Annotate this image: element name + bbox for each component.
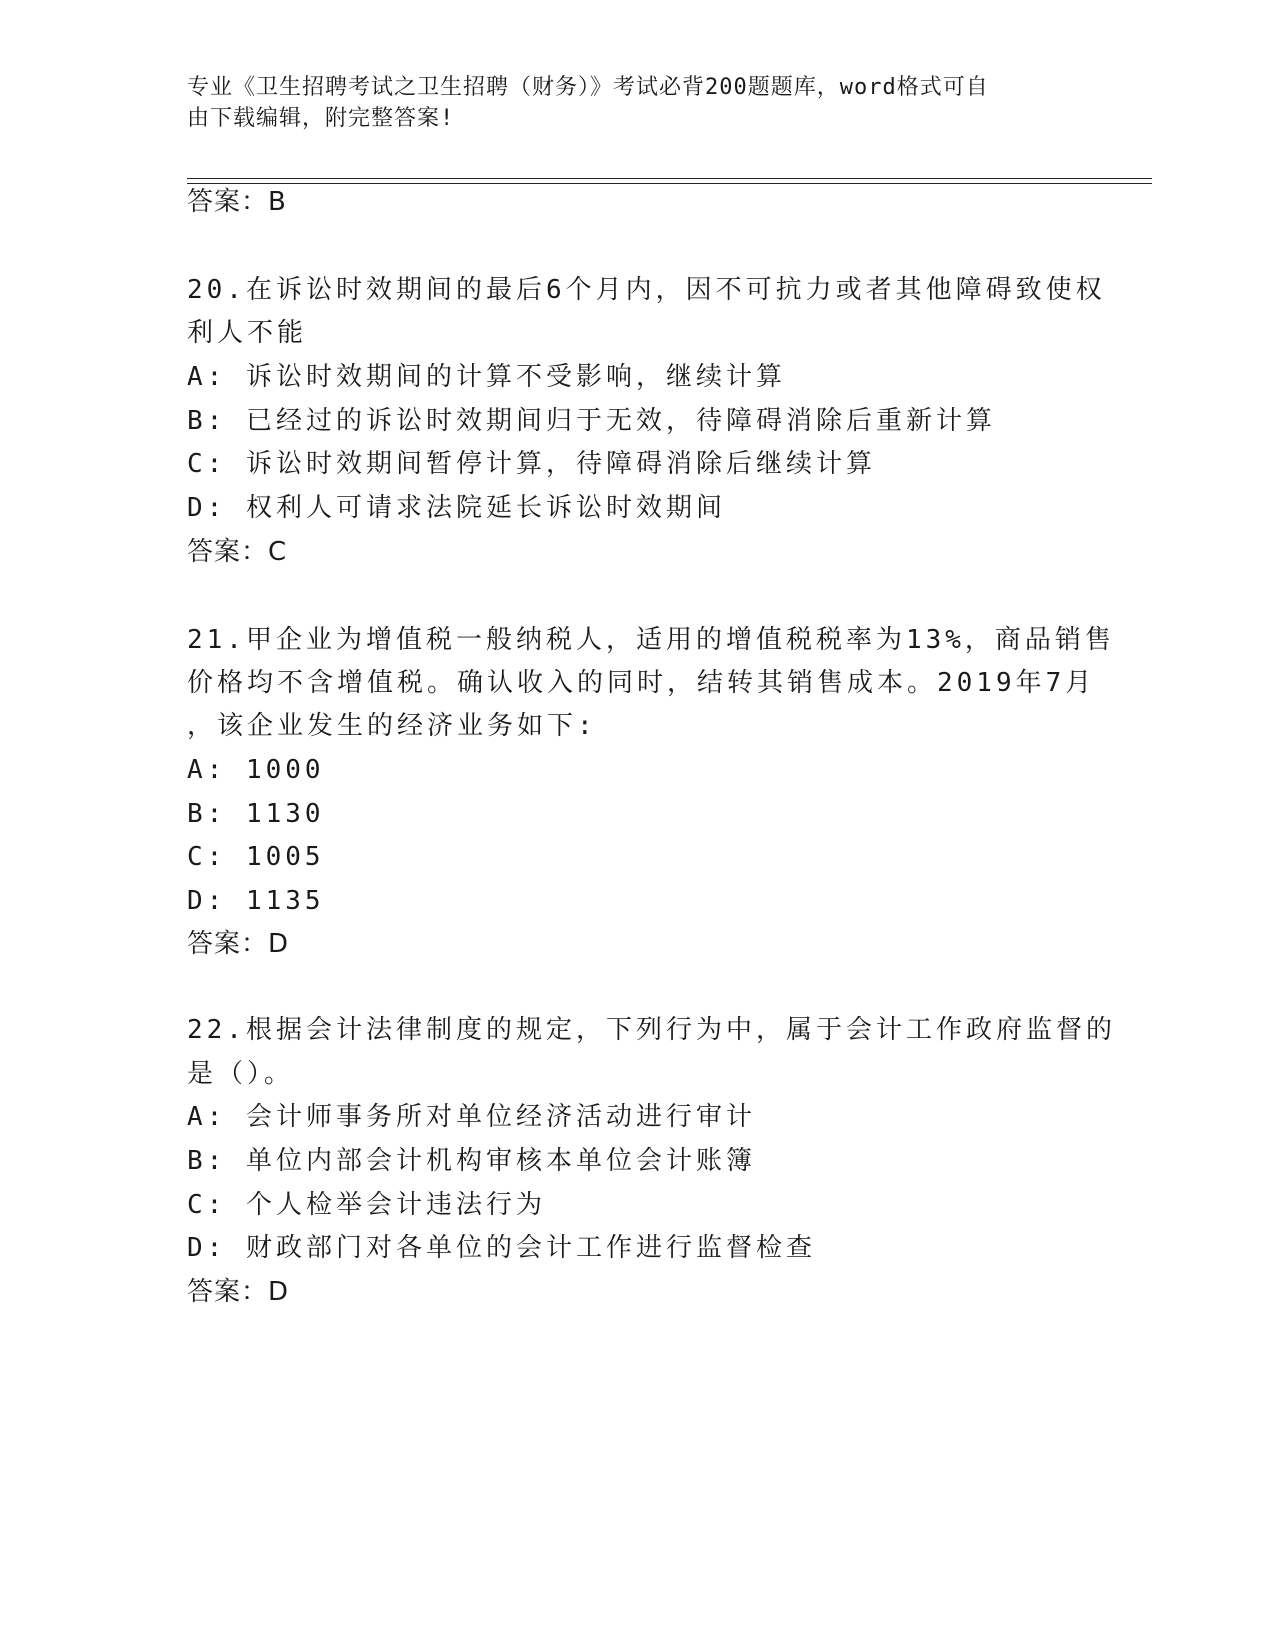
document-header [187, 72, 1067, 134]
question-21-stem-line-3: ，该企业发生的经济业务如下: [187, 711, 597, 741]
question-20-stem-line-1: 20.在诉讼时效期间的最后6个月内，因不可抗力或者其他障碍致使权 [187, 275, 1106, 305]
header-line-2: 由下载编辑，附完整答案! [187, 106, 455, 131]
question-22-stem-line-2: 是（）。 [187, 1059, 295, 1089]
question-22-option-b: B: 单位内部会计机构审核本单位会计账簿 [187, 1146, 756, 1176]
question-22-option-c: C: 个人检举会计违法行为 [187, 1190, 546, 1220]
question-21-option-b: B: 1130 [187, 799, 325, 829]
question-21-option-a: A: 1000 [187, 755, 325, 785]
question-20-option-a: A: 诉讼时效期间的计算不受影响，继续计算 [187, 362, 786, 392]
question-22-stem-line-1: 22.根据会计法律制度的规定，下列行为中，属于会计工作政府监督的 [187, 1015, 1116, 1045]
question-20-option-b: B: 已经过的诉讼时效期间归于无效，待障碍消除后重新计算 [187, 406, 996, 436]
question-22-option-d: D: 财政部门对各单位的会计工作进行监督检查 [187, 1233, 816, 1263]
question-20-option-c: C: 诉讼时效期间暂停计算，待障碍消除后继续计算 [187, 449, 876, 479]
header-divider-top [187, 178, 1152, 179]
question-20-option-d: D: 权利人可请求法院延长诉讼时效期间 [187, 493, 726, 523]
question-20-stem-line-2: 利人不能 [187, 318, 308, 348]
question-21-option-c: C: 1005 [187, 842, 325, 872]
answer-21: 答案：D [187, 929, 290, 959]
header-divider-bottom [187, 183, 1152, 184]
question-21-stem-line-2: 价格均不含增值税。确认收入的同时，结转其销售成本。2019年7月 [187, 668, 1096, 698]
question-21-option-d: D: 1135 [187, 886, 325, 916]
answer-20: 答案：C [187, 537, 288, 567]
question-21-stem-line-1: 21.甲企业为增值税一般纳税人，适用的增值税税率为13%，商品销售 [187, 625, 1115, 655]
answer-19: 答案：B [187, 187, 287, 217]
answer-22: 答案：D [187, 1277, 290, 1307]
header-line-1: 专业《卫生招聘考试之卫生招聘（财务）》考试必背200题题库，word格式可自 [187, 75, 989, 100]
question-22-option-a: A: 会计师事务所对单位经济活动进行审计 [187, 1102, 756, 1132]
